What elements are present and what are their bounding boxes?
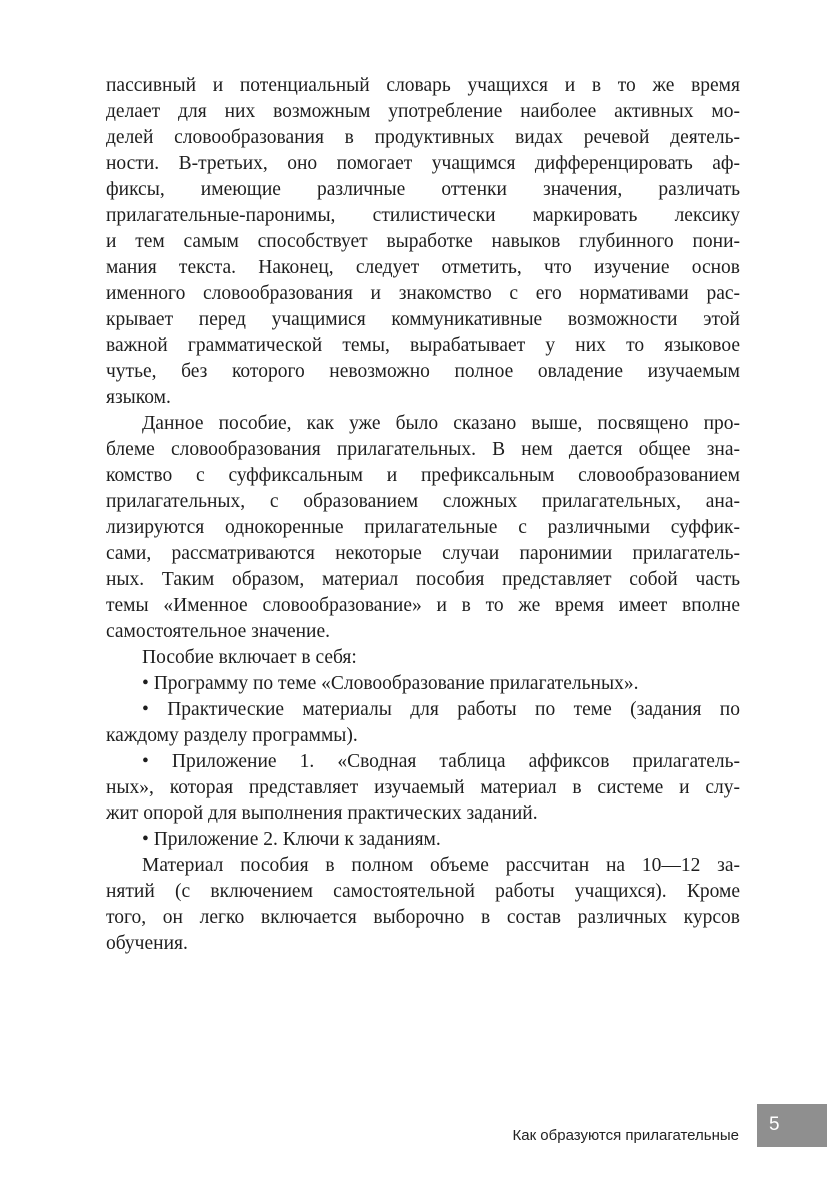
text-line: ных. Таким образом, материал пособия представляет собой часть [106,569,740,590]
text-line: лизируются однокоренные прилагательные с различными суффик- [106,517,740,538]
text-line: Пособие включает в себя: [142,647,357,668]
running-title: Как образуются прилагательные [512,1127,739,1144]
text-line: языком. [106,387,171,408]
text-line: прилагательных, с образованием сложных прилагательных, ана- [106,491,740,512]
page-number-tab [757,1104,827,1147]
text-line: именного словообразования и знакомство с его нормативами рас- [106,283,740,304]
bullet-item: • Приложение 1. «Сводная таблица аффиксов прилагатель- [142,751,740,772]
text-line: обучения. [106,933,188,954]
text-line: нятий (с включением самостоятельной работы учащихся). Кроме [106,881,740,902]
text-line: Материал пособия в полном объеме рассчитан на 10—12 за- [142,855,740,876]
text-line: делает для них возможным употребление наиболее активных мо- [106,101,740,122]
body-text [106,73,740,957]
text-line: темы «Именное словообразование» и в то же время имеет вполне [106,595,740,616]
text-line: самостоятельное значение. [106,621,331,642]
bullet-item: • Приложение 2. Ключи к заданиям. [142,829,441,850]
bullet-item: • Программу по теме «Словообразование прилагательных». [142,673,639,694]
text-line: и тем самым способствует выработке навыков глубинного пони- [106,231,740,252]
text-line: сами, рассматриваются некоторые случаи паронимии прилагатель- [106,543,740,564]
text-line: ности. В-третьих, оно помогает учащимся дифференцировать аф- [106,153,740,174]
text-line: чутье, без которого невозможно полное овладение изучаемым [106,361,740,382]
text-line: пассивный и потенциальный словарь учащихся и в то же время [106,75,740,96]
text-line: того, он легко включается выборочно в состав различных курсов [106,907,740,928]
text-line: фиксы, имеющие различные оттенки значения, различать [106,179,740,200]
text-line: жит опорой для выполнения практических заданий. [106,803,538,824]
page-number: 5 [769,1114,780,1135]
text-line: каждому разделу программы). [106,725,358,746]
text-line: мания текста. Наконец, следует отметить, что изучение основ [106,257,740,278]
text-line: Данное пособие, как уже было сказано выше, посвящено про- [142,413,740,434]
text-line: комство с суффиксальным и префиксальным словообразованием [106,465,740,486]
text-line: делей словообразования в продуктивных видах речевой деятель- [106,127,740,148]
bullet-item: • Практические материалы для работы по теме (задания по [142,699,740,720]
text-line: крывает перед учащимися коммуникативные возможности этой [106,309,740,330]
text-line: ных», которая представляет изучаемый материал в системе и слу- [106,777,740,798]
text-line: важной грамматической темы, вырабатывает у них то языковое [106,335,740,356]
text-line: блеме словообразования прилагательных. В нем дается общее зна- [106,439,740,460]
text-line: прилагательные-паронимы, стилистически маркировать лексику [106,205,740,226]
